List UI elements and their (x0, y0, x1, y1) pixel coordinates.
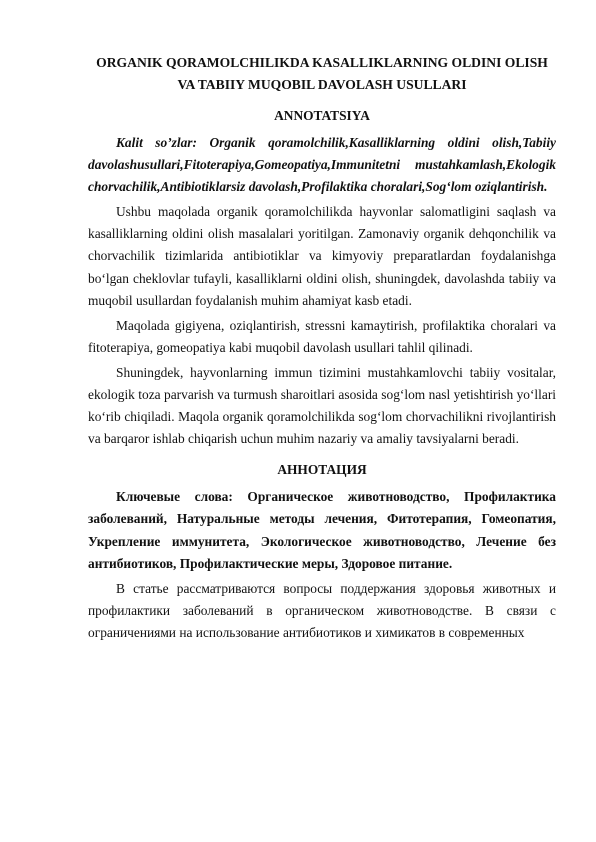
annotation-ru-heading: АННОТАЦИЯ (277, 462, 367, 478)
abstract-uz-paragraph-3: Shuningdek, hayvonlarning immun tizimini mustahkamlovchi tabiiy vositalar, ekologik toza parvarish va turmush sharoitlari asosida sog‘lom nasl yetishtirish yo‘llari ko‘rib chiqiladi. Maqola organik qoramolchilikda sog‘lom chorvachilikni rivojlantirish va barqaror ishlab chiqarish uchun muhim nazariy va amaliy tavsiyalarni beradi. (88, 364, 556, 447)
keywords-uz: Kalit so’zlar: Organik qoramolchilik,Kasalliklarning oldini olish,Tabiiy davolashusullari,Fitoterapiya,Gomeopatiya,Immunitetni mustahkamlash,Ekologik chorvachilik,Antibiotiklarsiz davolash,Profilaktika choralari,Sog‘lom oziqlantirish. (88, 135, 556, 195)
abstract-uz-paragraph-1: Ushbu maqolada organik qoramolchilikda hayvonlar salomatligini saqlash va kasalliklarning oldini olish masalalari yoritilgan. Zamonaviy organik dehqonchilik va chorvachilik tizimlarida antibiotiklar va kimyoviy preparatlardan foydalanishga bo‘lgan cheklovlar tufayli, kasalliklarni oldini olish, shuningdek, davolashda tabiiy va muqobil usullardan foydalanish muhim ahamiyat kasb etadi. (88, 204, 556, 308)
paper-title (88, 52, 556, 96)
abstract-ru-paragraph-1: В статье рассматриваются вопросы поддержания здоровья животных и профилактики заболеваний в органическом животноводстве. В связи с ограничениями на использование антибиотиков и химикатов в современных (88, 580, 556, 640)
title-line-2: VA TABIIY MUQOBIL DAVOLASH USULLARI (177, 77, 467, 92)
document-page (88, 52, 556, 647)
annotation-uz-heading: ANNOTATSIYA (274, 108, 370, 123)
keywords-ru: Ключевые слова: Органическое животноводство, Профилактика заболеваний, Натуральные методы лечения, Фитотерапия, Гомеопатия, Укрепление иммунитета, Экологическое животноводство, Лечение без антибиотиков, Профилактические меры, Здоровое питание. (88, 489, 556, 571)
title-line-1: ORGANIK QORAMOLCHILIKDA KASALLIKLARNING OLDINI OLISH (96, 55, 548, 70)
abstract-uz-paragraph-2: Maqolada gigiyena, oziqlantirish, stressni kamaytirish, profilaktika choralari va fitoterapiya, gomeopatiya kabi muqobil davolash usullari tahlil qilinadi. (88, 317, 556, 355)
